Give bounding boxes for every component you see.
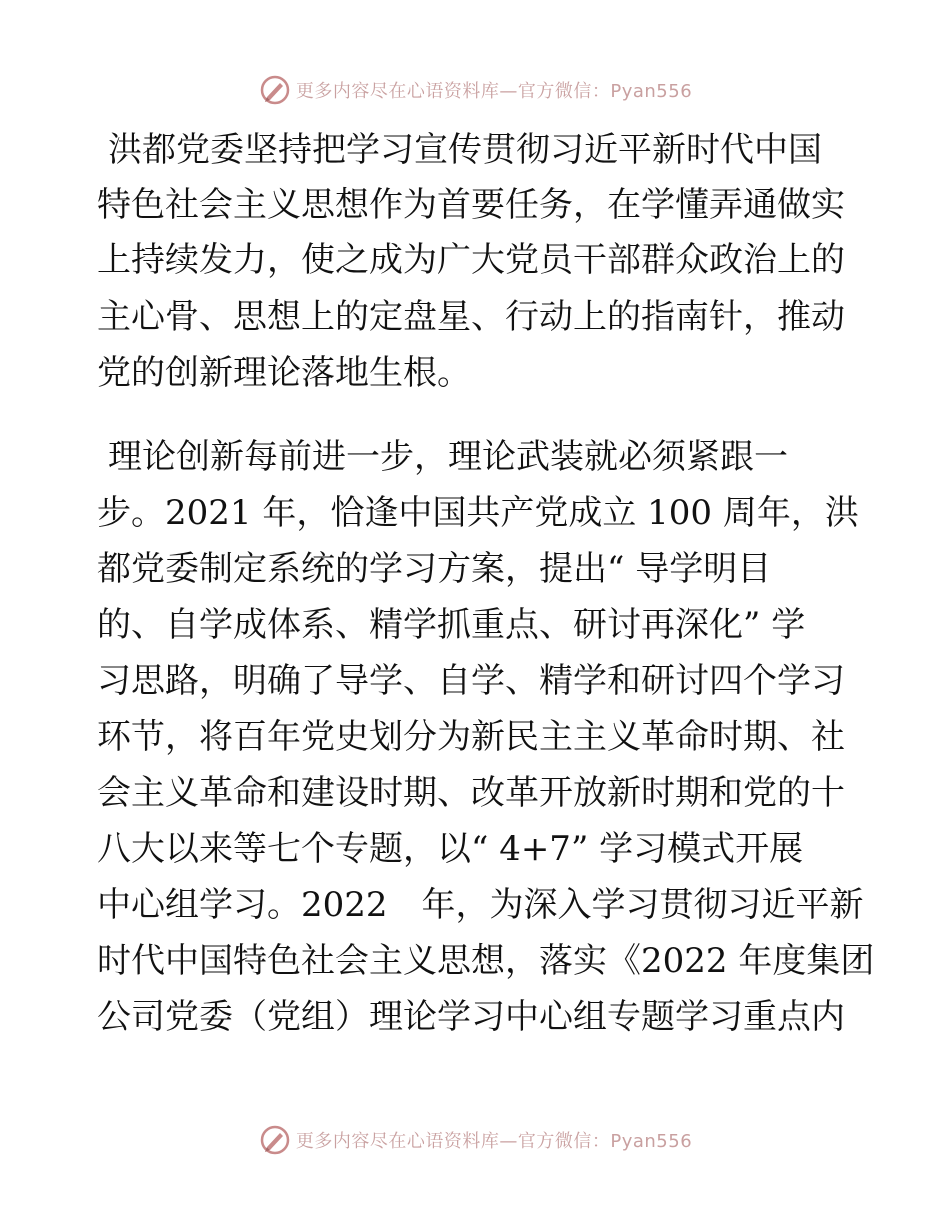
footer-watermark-banner [0,1120,950,1160]
paragraph-2-line: 八大以来等七个专题，以“ 4+7” 学习模式开展 [97,829,804,869]
paragraph-2-line: 会主义革命和建设时期、改革开放新时期和党的十 [97,773,845,813]
paragraph-2-line: 理论创新每前进一步，理论武装就必须紧跟一 [108,437,788,477]
paragraph-1-line: 上持续发力，使之成为广大党员干部群众政治上的 [97,240,845,280]
pen-logo-icon [258,1123,292,1157]
paragraph-1-line: 特色社会主义思想作为首要任务，在学懂弄通做实 [97,185,845,225]
paragraph-2-line: 公司党委（党组）理论学习中心组专题学习重点内 [97,997,845,1037]
paragraph-2-line: 时代中国特色社会主义思想，落实《2022 年度集团 [97,941,875,981]
paragraph-2-line: 中心组学习。2022 年，为深入学习贯彻习近平新 [97,885,864,925]
paragraph-1-line: 主心骨、思想上的定盘星、行动上的指南针，推动 [97,297,845,337]
paragraph-2-line: 的、自学成体系、精学抓重点、研讨再深化” 学 [97,605,806,645]
paragraph-1-line: 洪都党委坚持把学习宣传贯彻习近平新时代中国 [108,130,822,170]
footer-watermark-text: 更多内容尽在心语资料库—官方微信：Pyan556 [295,1131,693,1152]
paragraph-2-line: 习思路，明确了导学、自学、精学和研讨四个学习 [97,661,845,701]
header-watermark-text: 更多内容尽在心语资料库—官方微信：Pyan556 [295,81,693,102]
paragraph-1-line: 党的创新理论落地生根。 [97,353,471,393]
paragraph-2-line: 步。2021 年，恰逢中国共产党成立 100 周年，洪 [97,493,859,533]
paragraph-2-line: 都党委制定系统的学习方案，提出“ 导学明目 [97,549,772,589]
paragraph-2-line: 环节，将百年党史划分为新民主主义革命时期、社 [97,717,845,757]
